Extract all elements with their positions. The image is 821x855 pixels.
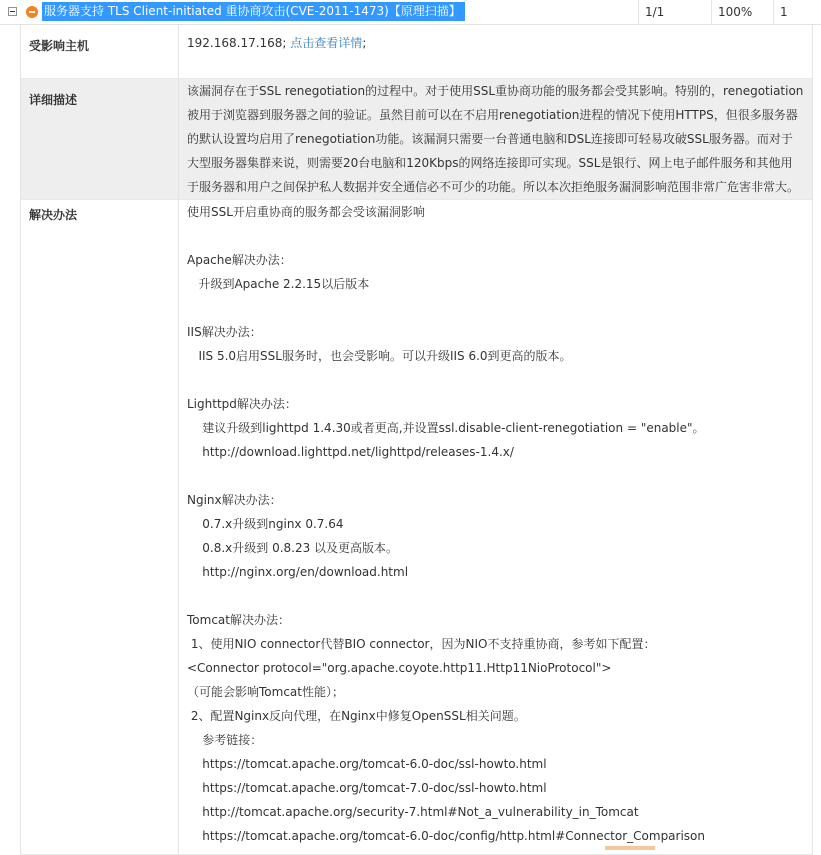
solution-line: 1、使用NIO connector代替BIO connector，因为NIO不支持重协商，参考如下配置： bbox=[187, 637, 656, 651]
solution-link: https://tomcat.apache.org/tomcat-6.0-doc/ssl-howto.html bbox=[187, 757, 547, 771]
solution-line: IIS 5.0启用SSL服务时，也会受影响。可以升级IIS 6.0到更高的版本。 bbox=[187, 349, 572, 363]
solution-line bbox=[187, 584, 804, 608]
solution-line bbox=[187, 368, 804, 392]
horizontal-scrollbar[interactable] bbox=[605, 846, 655, 850]
solution-line: Tomcat解决办法： bbox=[187, 613, 290, 627]
affected-host-label: 受影响主机 bbox=[21, 25, 179, 78]
solution-line: 建议升级到lighttpd 1.4.30或者更高,并设置ssl.disable-client-renegotiation = "enable"。 bbox=[187, 421, 705, 435]
description-value: 该漏洞存在于SSL renegotiation的过程中。对于使用SSL重协商功能的服务都会受其影响。特别的，renegotiation被用于浏览器到服务器之间的验证。虽然目前可以在不启用renegotiation进程的情况下使用HTTPS，但很多服务器的默认设置均启用了renegotiation功能。该漏洞只需要一台普通电脑和DSL连接即可轻易攻破SSL服务器。而对于大型服务器集群来说，则需要20台电脑和120Kbps的网络连接即可实现。SSL是银行、网上电子邮件服务和其他用于服务器和用户之间保护私人数据并安全通信必不可少的功能。所以本次拒绝服务漏洞影响范围非常广危害非常大。 bbox=[187, 84, 804, 194]
affected-host-value bbox=[179, 25, 812, 78]
solution-line bbox=[187, 296, 804, 320]
view-details-link[interactable]: 点击查看详情 bbox=[290, 36, 363, 50]
solution-link: http://download.lighttpd.net/lighttpd/releases-1.4.x/ bbox=[187, 445, 514, 459]
solution-line: （可能会影响Tomcat性能）； bbox=[187, 685, 344, 699]
solution-link: https://tomcat.apache.org/tomcat-6.0-doc/config/http.html#Connector_Comparison bbox=[187, 829, 706, 843]
solution-line: 0.8.x升级到 0.8.23 以及更高版本。 bbox=[187, 541, 399, 555]
solution-line bbox=[187, 464, 804, 488]
solution-value bbox=[179, 200, 812, 854]
solution-line: IIS解决办法： bbox=[187, 325, 262, 339]
severity-medium-icon bbox=[26, 6, 38, 18]
solution-row bbox=[21, 200, 812, 855]
solution-link: http://tomcat.apache.org/security-7.html#Not_a_vulnerability_in_Tomcat bbox=[187, 805, 639, 819]
count-cell: 1/1 bbox=[638, 0, 711, 24]
solution-line: Apache解决办法： bbox=[187, 253, 292, 267]
description-label: 详细描述 bbox=[21, 79, 179, 199]
solution-link: http://nginx.org/en/download.html bbox=[187, 565, 409, 579]
number-cell: 1 bbox=[773, 0, 820, 24]
solution-line: 0.7.x升级到nginx 0.7.64 bbox=[187, 517, 344, 531]
solution-line: Lighttpd解决办法： bbox=[187, 397, 297, 411]
description-row bbox=[21, 79, 812, 200]
vulnerability-row[interactable] bbox=[0, 0, 821, 25]
vulnerability-title[interactable]: 服务器支持 TLS Client-initiated 重协商攻击(CVE-2011-1473)【原理扫描】 bbox=[42, 2, 465, 21]
percent-cell: 100% bbox=[711, 0, 776, 24]
solution-line: Nginx解决办法： bbox=[187, 493, 282, 507]
solution-line: 升级到Apache 2.2.15以后版本 bbox=[187, 277, 370, 291]
solution-line: 使用SSL开启重协商的服务都会受该漏洞影响 bbox=[187, 205, 425, 219]
vulnerability-detail bbox=[20, 25, 813, 855]
solution-link: https://tomcat.apache.org/tomcat-7.0-doc/ssl-howto.html bbox=[187, 781, 547, 795]
collapse-toggle-icon[interactable] bbox=[8, 7, 17, 16]
host-suffix: ; bbox=[362, 36, 367, 50]
solution-line: <Connector protocol="org.apache.coyote.http11.Http11NioProtocol"> bbox=[187, 661, 612, 675]
solution-line: 2、配置Nginx反向代理，在Nginx中修复OpenSSL相关问题。 bbox=[187, 709, 526, 723]
solution-line bbox=[187, 224, 804, 248]
affected-host-row bbox=[21, 25, 812, 79]
host-ip: 192.168.17.168; bbox=[187, 36, 287, 50]
solution-label: 解决办法 bbox=[21, 200, 179, 854]
solution-line: 参考链接： bbox=[187, 733, 263, 747]
